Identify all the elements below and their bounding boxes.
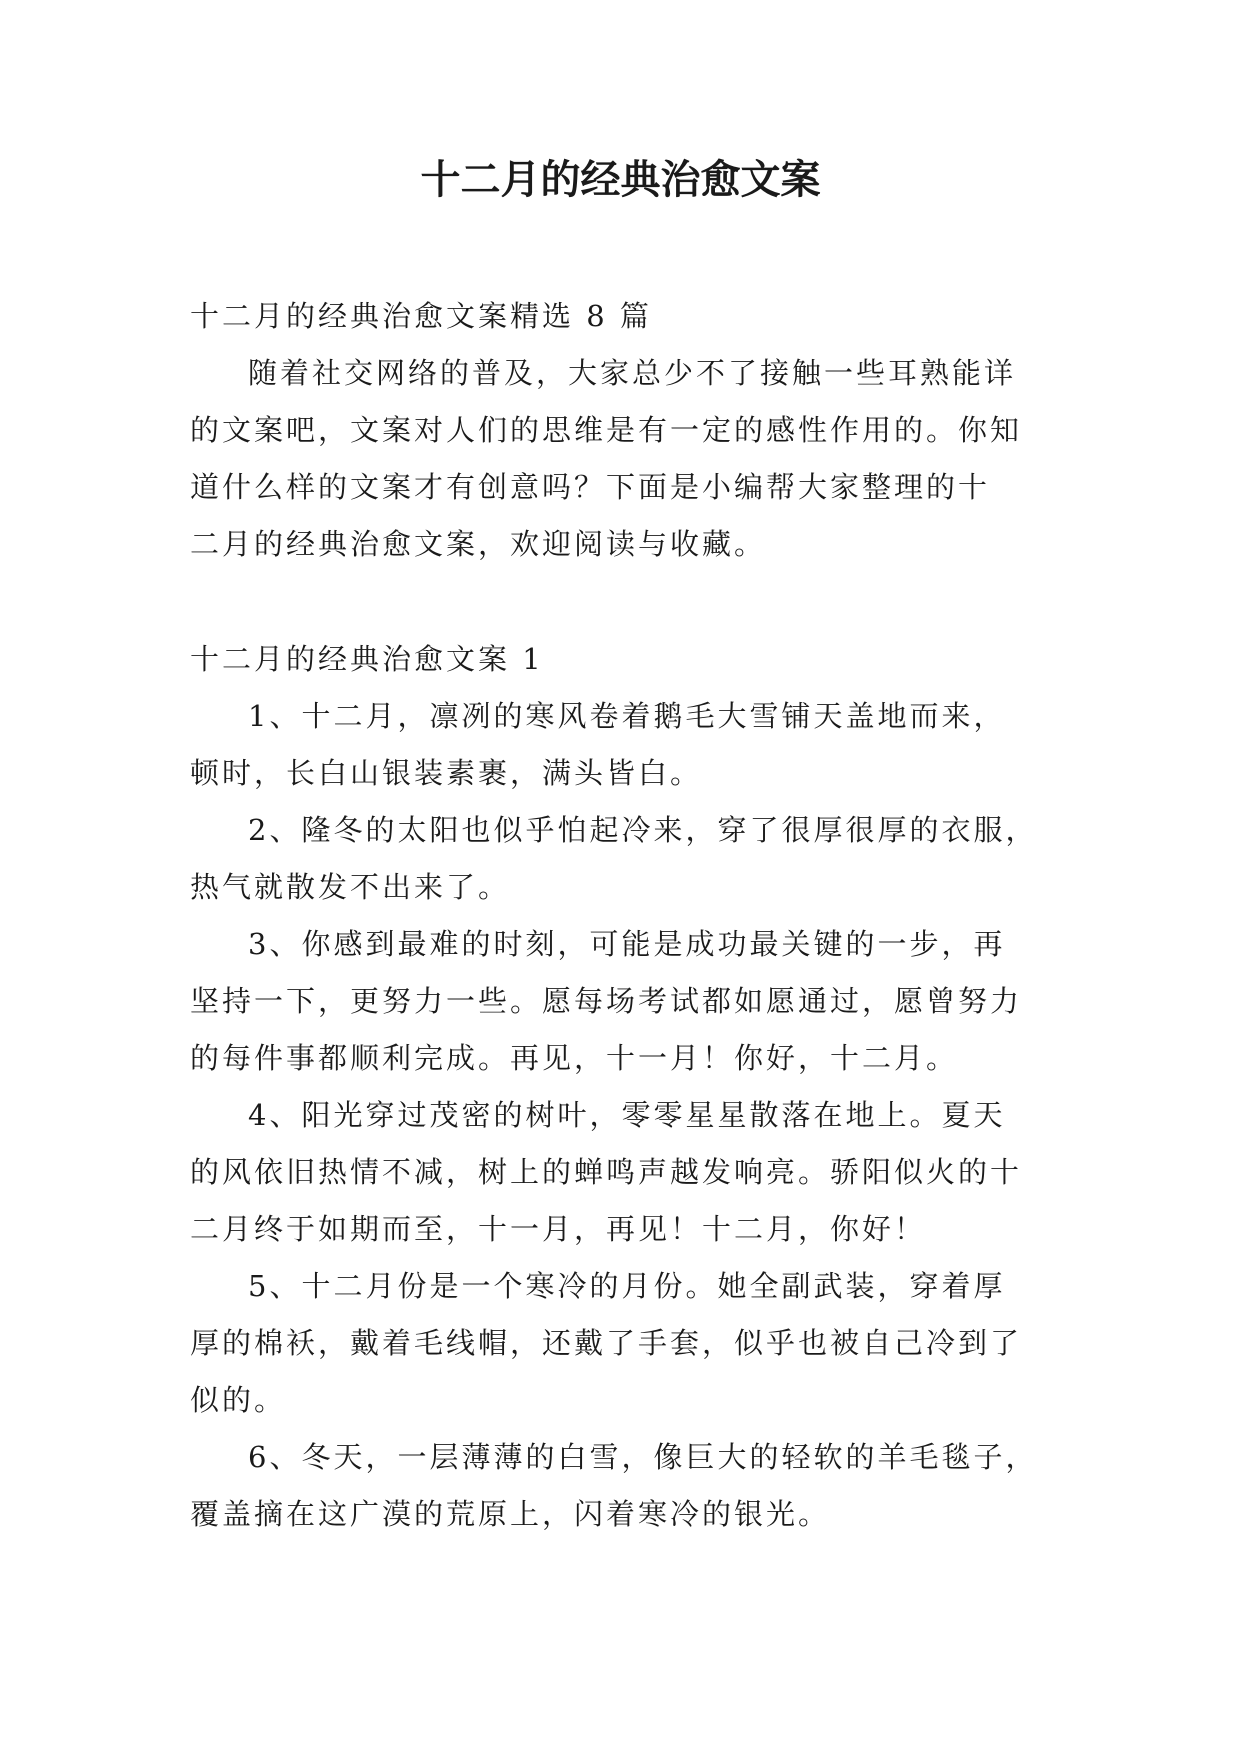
- intro-line: 的文案吧，文案对人们的思维是有一定的感性作用的。你知: [190, 413, 1023, 447]
- list-item-line: 二月终于如期而至，十一月，再见！十二月，你好！: [190, 1212, 927, 1246]
- intro-line: 随着社交网络的普及，大家总少不了接触一些耳熟能详: [248, 356, 1017, 390]
- list-item-line: 6、冬天，一层薄薄的白雪，像巨大的轻软的羊毛毯子，: [248, 1440, 1038, 1474]
- document-subtitle: 十二月的经典治愈文案精选 8 篇: [190, 299, 652, 333]
- list-item: [190, 916, 1060, 1087]
- list-item: [190, 688, 1060, 802]
- list-item-line: 4、阳光穿过茂密的树叶，零零星星散落在地上。夏天: [248, 1098, 1006, 1132]
- section-spacer: [190, 573, 1060, 631]
- intro-paragraph: [190, 345, 1060, 573]
- list-item-line: 厚的棉袄，戴着毛线帽，还戴了手套，似乎也被自己冷到了: [190, 1326, 1023, 1360]
- intro-line: 道什么样的文案才有创意吗？下面是小编帮大家整理的十: [190, 470, 991, 504]
- list-item: [190, 802, 1060, 916]
- document-body: [190, 288, 1060, 1543]
- list-item-line: 热气就散发不出来了。: [190, 870, 511, 904]
- list-item-line: 坚持一下，更努力一些。愿每场考试都如愿通过，愿曾努力: [190, 984, 1023, 1018]
- list-item-line: 顿时，长白山银装素裹，满头皆白。: [190, 756, 703, 790]
- list-item-line: 覆盖摘在这广漠的荒原上，闪着寒冷的银光。: [190, 1497, 831, 1531]
- list-item: [190, 1087, 1060, 1258]
- intro-line: 二月的经典治愈文案，欢迎阅读与收藏。: [190, 527, 767, 561]
- list-item-line: 5、十二月份是一个寒冷的月份。她全副武装，穿着厚: [248, 1269, 1006, 1303]
- list-item: [190, 1258, 1060, 1429]
- list-item-line: 3、你感到最难的时刻，可能是成功最关键的一步，再: [248, 927, 1006, 961]
- list-item-line: 的每件事都顺利完成。再见，十一月！你好，十二月。: [190, 1041, 959, 1075]
- section-heading: 十二月的经典治愈文案 1: [190, 642, 544, 676]
- list-item: [190, 1429, 1060, 1543]
- list-item-line: 2、隆冬的太阳也似乎怕起冷来，穿了很厚很厚的衣服，: [248, 813, 1038, 847]
- list-item-line: 的风依旧热情不减，树上的蝉鸣声越发响亮。骄阳似火的十: [190, 1155, 1023, 1189]
- list-item-line: 1、十二月，凛冽的寒风卷着鹅毛大雪铺天盖地而来，: [248, 699, 1006, 733]
- list-item-line: 似的。: [190, 1383, 287, 1417]
- document-title: 十二月的经典治愈文案: [420, 156, 821, 203]
